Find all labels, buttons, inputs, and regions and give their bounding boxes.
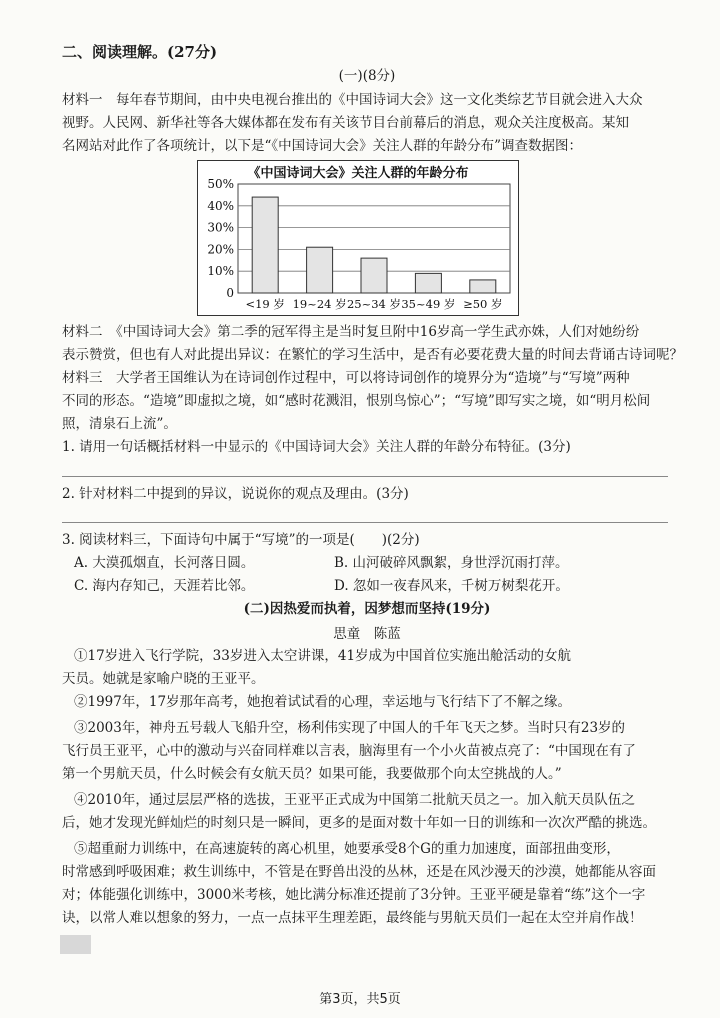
article-line-10: 时常感到呼吸困难；救生训练中，不管是在野兽出没的丛林，还是在风沙漫天的沙漠，她都能从容面 xyxy=(62,864,656,880)
bar xyxy=(361,258,387,293)
material1-line-1: 材料一 每年春节期间，由中央电视台推出的《中国诗词大会》这一文化类综艺节目就会进入大众 xyxy=(62,92,643,108)
bar xyxy=(470,280,496,293)
y-tick-label: 20% xyxy=(207,242,234,257)
page-footer: 第3页，共5页 xyxy=(319,992,401,1007)
answer-line-2[interactable] xyxy=(62,522,668,523)
article-line-7: ④2010年，通过层层严格的选拔，王亚平正式成为中国第二批航天员之一。加入航天员队伍之 xyxy=(74,792,635,808)
option-a[interactable]: A. 大漠孤烟直，长河落日圆。 xyxy=(74,555,255,571)
y-tick-label: 50% xyxy=(207,177,234,191)
option-b[interactable]: B. 山河破碎风飘絮，身世浮沉雨打萍。 xyxy=(334,555,569,571)
gray-marker xyxy=(60,935,91,954)
article-line-11: 对；体能强化训练中，3000米考核，她比满分标准还提前了3分钟。王亚平硬是靠着“练”这个一字 xyxy=(62,887,646,903)
material1-line-3: 名网站对此作了各项统计，以下是“《中国诗词大会》关注人群的年龄分布”调查数据图： xyxy=(62,138,583,154)
material3-line-2: 不同的形态。“造境”即虚拟之境，如“感时花溅泪，恨别鸟惊心”；“写境”即写实之境，如“明月松间 xyxy=(62,393,651,409)
x-tick-label: 35~49 岁 xyxy=(401,297,456,311)
article-line-4: ③2003年，神舟五号载人飞船升空，杨利伟实现了中国人的千年飞天之梦。当时只有23岁的 xyxy=(74,720,626,736)
article-line-8: 后，她才发现光鲜灿烂的时刻只是一瞬间，更多的是面对数十年如一日的训练和一次次严酷的挑选。 xyxy=(62,815,656,831)
question-2: 2. 针对材料二中提到的异议，说说你的观点及理由。(3分) xyxy=(62,486,409,502)
question-3: 3. 阅读材料三，下面诗句中属于“写境”的一项是( )(2分) xyxy=(62,532,420,548)
x-tick-label: ≥50 岁 xyxy=(463,297,503,311)
article-line-12: 诀，以常人难以想象的努力，一点一点抹平生理差距，最终能与男航天员们一起在太空并肩作战！ xyxy=(62,910,643,926)
article-line-6: 第一个男航天员，什么时候会有女航天员？如果可能，我要做那个向太空挑战的人。” xyxy=(62,766,562,782)
material2-line-2: 表示赞赏，但也有人对此提出异议：在繁忙的学习生活中，是否有必要花费大量的时间去背诵古诗词呢？ xyxy=(62,347,683,363)
option-c[interactable]: C. 海内存知己，天涯若比邻。 xyxy=(74,578,255,594)
x-tick-label: 25~34 岁 xyxy=(346,297,402,311)
chart-title: 《中国诗词大会》关注人群的年龄分布 xyxy=(247,166,469,181)
y-tick-label: 10% xyxy=(207,264,234,279)
question-1: 1. 请用一句话概括材料一中显示的《中国诗词大会》关注人群的年龄分布特征。(3分) xyxy=(62,439,571,455)
bar xyxy=(307,247,333,293)
article-line-9: ⑤超重耐力训练中，在高速旋转的离心机里，她要承受8个G的重力加速度，面部扭曲变形， xyxy=(74,841,620,857)
article-author: 思童 陈蓝 xyxy=(333,626,401,642)
bar xyxy=(415,273,441,293)
option-d[interactable]: D. 忽如一夜春风来，千树万树梨花开。 xyxy=(334,578,569,594)
answer-line-1[interactable] xyxy=(62,476,668,477)
material1-line-2: 视野。人民网、新华社等各大媒体都在发布有关该节目台前幕后的消息，观众关注度极高。某知 xyxy=(62,115,629,131)
article-line-1: ①17岁进入飞行学院，33岁进入太空讲课，41岁成为中国首位实施出舱活动的女航 xyxy=(74,648,572,664)
material2-line-1: 材料二 《中国诗词大会》第二季的冠军得主是当时复旦附中16岁高一学生武亦姝，人们对她纷纷 xyxy=(62,324,640,340)
part2-heading: (二)因热爱而执着，因梦想而坚持(19分) xyxy=(243,601,491,617)
article-line-3: ②1997年，17岁那年高考，她抱着试试看的心理，幸运地与飞行结下了不解之缘。 xyxy=(74,694,572,710)
chart-svg xyxy=(198,161,518,315)
article-line-5: 飞行员王亚平，心中的激动与兴奋同样难以言表，脑海里有一个小火苗被点亮了：“中国现在有了 xyxy=(62,743,636,759)
x-tick-label: <19 岁 xyxy=(245,297,285,311)
y-tick-label: 0 xyxy=(226,286,234,300)
article-line-2: 天员。她就是家喻户晓的王亚平。 xyxy=(62,671,265,687)
section-title: 二、阅读理解。(27分) xyxy=(62,43,218,61)
age-distribution-chart xyxy=(197,160,519,316)
material3-line-1: 材料三 大学者王国维认为在诗词创作过程中，可以将诗词创作的境界分为“造境”与“写境”两种 xyxy=(62,370,630,386)
x-tick-label: 19~24 岁 xyxy=(292,297,347,311)
part1-heading: (一)(8分) xyxy=(338,68,396,84)
y-tick-label: 30% xyxy=(207,220,234,235)
material3-line-3: 照，清泉石上流”。 xyxy=(62,416,177,432)
y-tick-label: 40% xyxy=(207,198,234,213)
bar xyxy=(252,197,278,293)
